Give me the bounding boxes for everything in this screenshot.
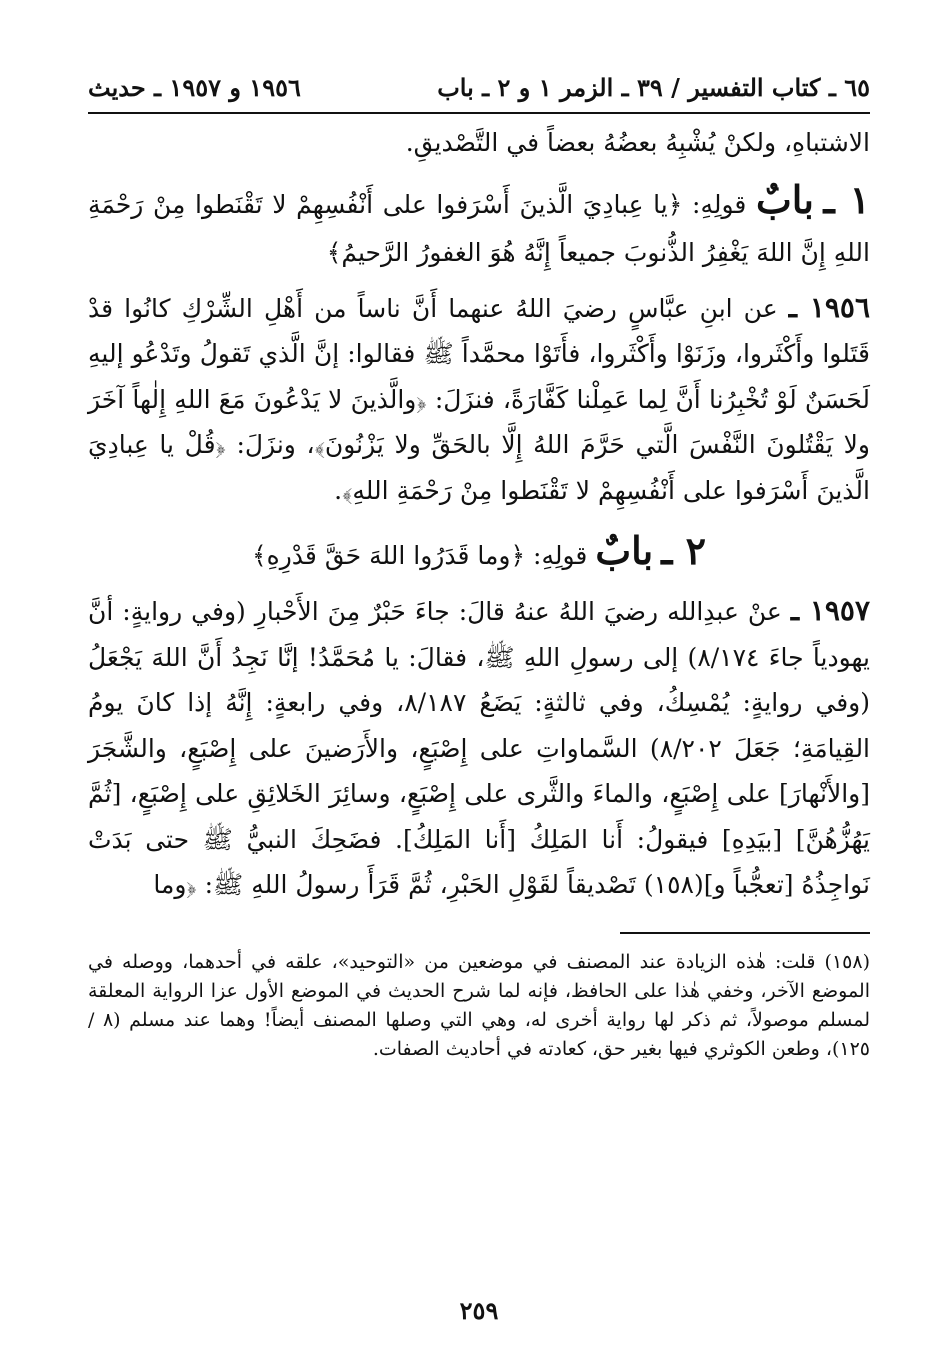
footnote-separator bbox=[620, 932, 870, 934]
footnote-158: (١٥٨) قلت: هٰذه الزيادة عند المصنف في موضعين من «التوحيد»، علقه في أحدهما، ووصله في الموضع الآخر، وخفي هٰذا على الحافظ، فإنه لما شرح الحديث في الموضع الأول عزا الرواية المعلقة لمسلم موصولاً، ثم ذكر لها رواية أخرى له، وهي التي وصلها المصنف أيضاً! وهما عند مسلم (٨ / ١٢٥)، وطعن الكوثري فيها بغير حق، كعادته في أحاديث الصفات. bbox=[88, 950, 870, 1060]
hadith-1956 bbox=[88, 285, 870, 514]
footnote-separator-wrap bbox=[88, 908, 870, 934]
bab-2-word: بابٌ bbox=[595, 528, 654, 573]
page-number: ٢٥٩ bbox=[459, 1296, 499, 1325]
hadith-1956-text: عن ابنِ عبَّاسٍ رضيَ اللهُ عنهما أَنَّ ناساً من أَهْلِ الشِّرْكِ كانُوا قدْ قَتَلوا وأَكْثَروا، وزَنَوْا وأَكْثَروا، فأَتَوْا محمَّداً ﷺ فقالوا: إنَّ الَّذي تَقولُ وتَدْعُو إليهِ لَحَسَنٌ لَوْ تُخْبِرُنا أَنَّ لِما عَمِلْنا كَفَّارَةً، فنزَلَ: ﴿والَّذينَ لا يَدْعُونَ مَعَ اللهِ إِلٰهاً آخَرَ ولا يَقْتُلونَ النَّفْسَ الَّتي حَرَّمَ اللهُ إِلَّا بالحَقِّ ولا يَزْنُونَ﴾، ونزَلَ: ﴿قُلْ يا عِبادِيَ الَّذينَ أَسْرَفوا على أَنْفُسِهِمْ لا تَقْنَطوا مِنْ رَحْمَةِ اللهِ﴾. bbox=[88, 293, 870, 505]
intro-line: الاشتباهِ، ولكنْ يُشْبِهُ بعضُهُ بعضاً في التَّصْديقِ. bbox=[405, 128, 870, 157]
bab-1-text: قولِهِ: ﴿يا عِبادِيَ الَّذينَ أَسْرَفوا على أَنْفُسِهِمْ لا تَقْنَطوا مِنْ رَحْمَةِ اللهِ إِنَّ اللهَ يَغْفِرُ الذُّنوبَ جميعاً إِنَّهُ هُوَ الغفورُ الرَّحيمُ﴾ bbox=[88, 189, 870, 267]
hadith-1957-text: عنْ عبدِالله رضيَ اللهُ عنهُ قالَ: جاءَ حَبْرٌ مِنَ الأَحْبارِ (وفي روايةٍ: أنَّ يهودياً جاءَ ٨/١٧٤) إلى رسولِ اللهِ ﷺ، فقالَ: يا مُحَمَّدُ! إنَّا نَجِدُ أَنَّ اللهَ يَجْعَلُ (وفي روايةٍ: يُمْسِكُ، وفي ثالثةٍ: يَضَعُ ٨/١٨٧، وفي رابعةٍ: إِنَّهُ إذا كانَ يومُ القِيامَةِ؛ جَعَلَ ٨/٢٠٢) السَّماواتِ على إِصْبَعٍ، والأَرَضينَ على إِصْبَعٍ، والشَّجَرَ [والأَنْهارَ] على إِصْبَعٍ، والماءَ والثَّرى على إِصْبَعٍ، وسائِرَ الخَلائِقِ على إِصْبَعٍ، [ثُمَّ يَهُزُّهُنَّ] [بيَدِهِ] فيقولُ: أَنا المَلِكُ [أَنا المَلِكُ]. فضَحِكَ النبيُّ ﷺ حتى بَدَتْ نَواجِذُهُ [تعجُّباً و](١٥٨) تَصْديقاً لقَوْلِ الحَبْرِ، ثُمَّ قَرَأَ رسولُ اللهِ ﷺ: ﴿وما bbox=[88, 597, 871, 899]
hadith-1957 bbox=[88, 588, 870, 908]
body-text bbox=[88, 120, 870, 908]
bab-1-number: ١ ـ bbox=[823, 176, 870, 222]
header-hadith-range: ١٩٥٦ و ١٩٥٧ ـ حديث bbox=[88, 73, 301, 102]
bab-1-heading bbox=[88, 176, 870, 277]
hadith-1957-number: ١٩٥٧ ـ bbox=[790, 594, 870, 627]
hadith-1956-number: ١٩٥٦ ـ bbox=[788, 290, 870, 324]
running-header bbox=[88, 70, 870, 114]
bab-2-heading bbox=[88, 527, 870, 580]
header-chapter-title: ٦٥ ـ كتاب التفسير / ٣٩ ـ الزمر ١ و ٢ ـ باب bbox=[437, 73, 870, 102]
document-page bbox=[88, 70, 870, 1329]
bab-1-word: بابٌ bbox=[755, 176, 814, 222]
bab-2-text: قولِهِ: ﴿وما قَدَرُوا اللهَ حَقَّ قَدْرِهِ﴾ bbox=[251, 541, 588, 570]
bab-2-number: ٢ ـ bbox=[661, 528, 707, 573]
